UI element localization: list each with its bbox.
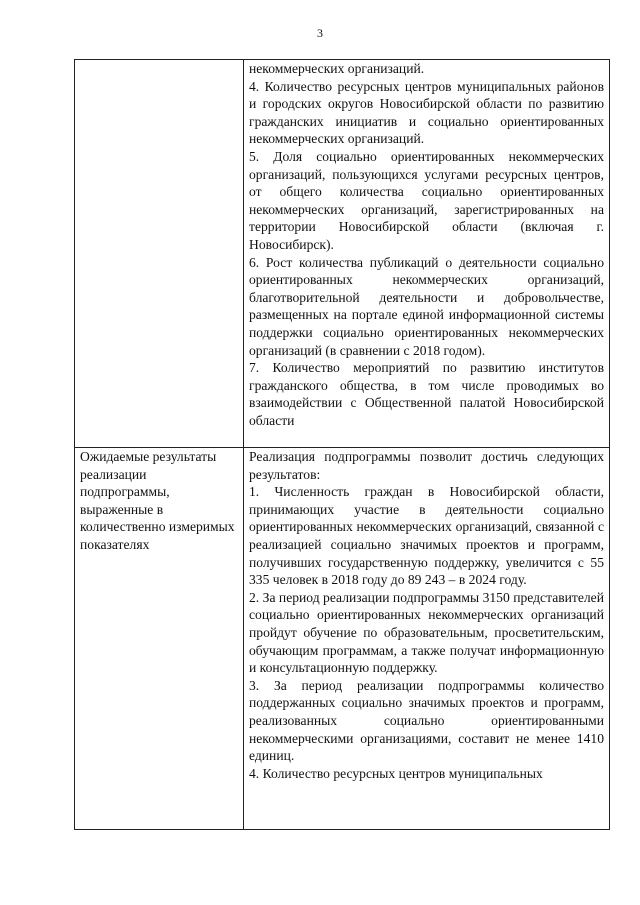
paragraph: 2. За период реализации подпрограммы 3150 представителей социально ориентированных некоммерческих организаций пройдут обучение по образовательным, просветительским, обучающим программам, а также получат информационную и консультационную поддержку.	[249, 589, 604, 676]
paragraph: некоммерческих организаций.	[249, 61, 425, 76]
table-row	[75, 60, 610, 448]
paragraph: 4. Количество ресурсных центров муниципальных	[249, 765, 543, 781]
table-cell-content	[244, 60, 610, 448]
page-number: 3	[317, 26, 323, 40]
subprogram-passport-table	[74, 59, 610, 830]
paragraph: 5. Доля социально ориентированных некоммерческих организаций, пользующихся услугами ресурсных центров, от общего количества социально ориентированных некоммерческих организаций, зарегистрированных на территории Новосибирской области (включая г. Новосибирск).	[249, 148, 604, 252]
paragraph: 3. За период реализации подпрограммы количество поддержанных социально значимых проектов и программ, реализованных социально ориентированными некоммерческими организациями, составит не менее 1410 единиц.	[249, 677, 604, 764]
table-cell-content	[244, 448, 610, 830]
paragraph: 6. Рост количества публикаций о деятельности социально ориентированных некоммерческих организаций, благотворительной деятельности и добровольчестве, размещенных на портале единой информационной системы поддержки социально ориентированных некоммерческих организаций (в сравнении с 2018 годом).	[249, 254, 604, 358]
table-cell-label	[75, 60, 244, 448]
paragraph: 4. Количество ресурсных центров муниципальных районов и городских округов Новосибирской области по развитию гражданских инициатив и социально ориентированных некоммерческих организаций.	[249, 78, 604, 147]
paragraph: 7. Количество мероприятий по развитию институтов гражданского общества, в том числе проводимых во взаимодействии с Общественной палатой Новосибирской области	[249, 360, 604, 428]
paragraph: 1. Численность граждан в Новосибирской области, принимающих участие в деятельности социально ориентированных некоммерческих организаций, связанной с реализацией социально значимых проектов и программ, получивших государственную поддержку, увеличится с 55 335 человек в 2018 году до 89 243 – в 2024 году.	[249, 484, 604, 588]
paragraph: Реализация подпрограммы позволит достичь следующих результатов:	[249, 449, 604, 482]
table-cell-label: Ожидаемые результаты реализации подпрограммы, выраженные в количественно измеримых показателях	[75, 448, 244, 830]
table-row	[75, 448, 610, 830]
